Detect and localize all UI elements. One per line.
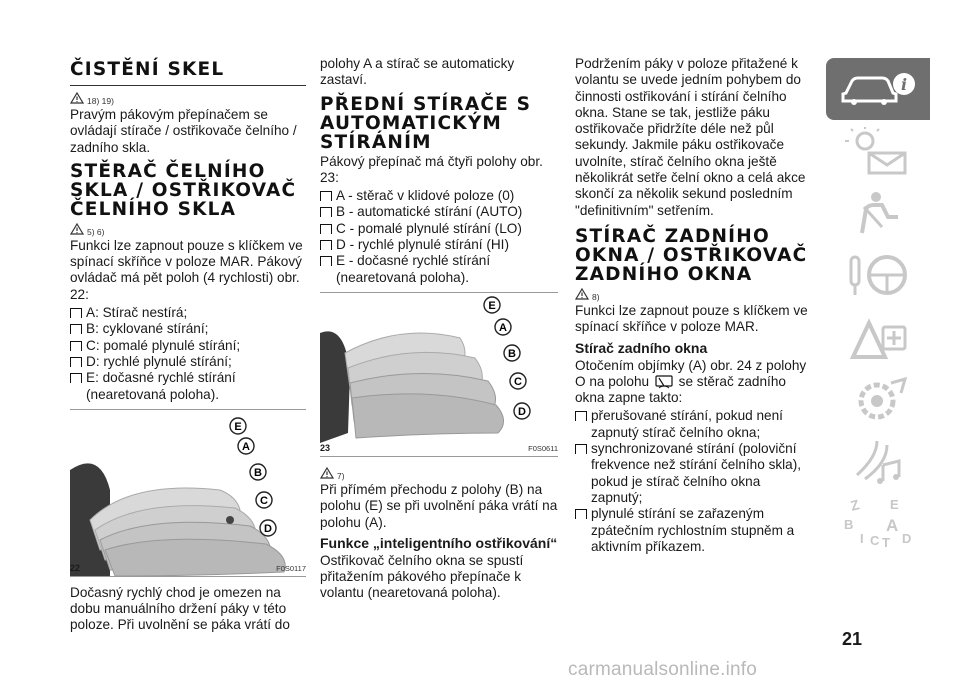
svg-text:B: B (844, 517, 854, 532)
bullet-icon (320, 191, 332, 201)
bullet-icon (70, 308, 82, 318)
svg-text:C: C (870, 533, 880, 548)
heading-windscreen-wipers: STĚRAČ ČELNÍHO SKLA / OSTŘIKOVAČ ČELNÍHO SKLA (70, 160, 297, 220)
rear-modes-list (575, 408, 815, 555)
list-item: plynulé stírání se zařazeným zpátečním rychlostním stupněm a aktivním příkazem. (575, 506, 815, 555)
warning-lights-icon (843, 127, 913, 175)
wiper-lever-illustration (70, 410, 306, 576)
paragraph-smart-washing: Ostřikovač čelního okna se spustí přitažením pákového přepínače k volantu (nearetovaná poloha). (320, 552, 524, 601)
svg-text:E: E (488, 299, 496, 312)
svg-text:A: A (499, 321, 507, 334)
warning-reference (70, 90, 306, 106)
list-item: E - dočasné rychlé stírání (nearetovaná poloha). (320, 253, 558, 286)
tab-multimedia[interactable] (826, 430, 930, 492)
svg-text:C: C (514, 375, 522, 388)
column-2 (320, 56, 558, 604)
list-item: synchronizované stírání (poloviční frekvence než stírání čelního skla), pokud je stírač čelního okna zapnutý; (575, 441, 815, 506)
svg-text:D: D (902, 531, 912, 546)
list-item: přerušované stírání, pokud není zapnutý stírač čelního okna; (575, 408, 815, 441)
heading-rear-wiper-sub: Stírač zadního okna (575, 339, 708, 356)
rear-wiper-symbol-icon (655, 375, 673, 389)
svg-text:B: B (508, 347, 516, 360)
page-number: 21 (842, 629, 863, 649)
list-item: B: cyklované stírání; (70, 321, 306, 337)
list-item: C: pomalé plynulé stírání; (70, 338, 306, 354)
tab-steering-start[interactable] (826, 244, 930, 306)
bullet-icon (320, 207, 332, 217)
list-item: D: rychlé plynulé stírání; (70, 354, 306, 370)
paragraph-lever: Pákový přepínač má čtyři polohy obr. 23: (320, 153, 543, 185)
paragraph-direct-transition: Při přímém přechodu z polohy (B) na polohu (E) se při uvolnění páka vrátí na polohu (A). (320, 481, 558, 530)
svg-text:A: A (886, 516, 899, 535)
paragraph-hold: Podržením páky v poloze přitažené k volantu se uvede jedním pohybem do činnosti ostřikování i stírání čelního okna. Stane se tak, jestliže páku ostřikovače přidržíte déle než půl sekundy. Jakmile páku ostřikovače uvolníte, stírač čelního okna ještě několikrát setře čelní okno a celá akce skončí za několik sekund posledním "definitivním" setřením. (575, 56, 806, 218)
warning-triangle-icon (70, 92, 84, 104)
svg-text:D: D (264, 522, 272, 535)
paragraph-continuation: polohy A a stírač se automaticky zastaví. (320, 56, 515, 88)
tab-alphabetical-index[interactable] (826, 492, 930, 554)
warning-refs: 5) 6) (87, 226, 105, 237)
svg-text:A: A (242, 440, 250, 453)
front-positions-list (320, 188, 558, 286)
svg-text:T: T (882, 535, 890, 550)
warning-triangle-icon (320, 467, 334, 479)
bullet-icon (320, 224, 332, 234)
list-item: B - automatické stírání (AUTO) (320, 204, 558, 220)
svg-text:B: B (254, 466, 262, 479)
airbag-safety-icon (848, 189, 908, 237)
wiper-positions-list (70, 305, 306, 403)
emergency-icon (843, 313, 913, 361)
warning-refs: 8) (592, 291, 600, 302)
column-3 (575, 56, 815, 557)
multimedia-icon (843, 437, 913, 485)
figure-code: F0S0611 (528, 443, 558, 453)
paragraph-rear-operation: Otočením objímky (A) obr. 24 z polohy O na polohu se stěrač zadního okna zapne takto: (575, 357, 807, 406)
heading-front-wipers: PŘEDNÍ STÍRAČE S AUTOMATICKÝM STÍRÁNÍM (320, 93, 532, 153)
list-item: E: dočasné rychlé stírání (nearetovaná poloha). (70, 370, 306, 403)
svg-text:C: C (260, 494, 268, 507)
steering-start-icon (843, 251, 913, 299)
bullet-icon (70, 324, 82, 334)
figure-22 (70, 409, 306, 577)
svg-text:Z: Z (848, 496, 862, 514)
figure-number: 23 (320, 442, 331, 453)
tab-maintenance[interactable] (826, 368, 930, 430)
bullet-icon (70, 341, 82, 351)
list-item: C - pomalé plynulé stírání (LO) (320, 221, 558, 237)
svg-text:E: E (234, 420, 242, 433)
bullet-icon (320, 240, 332, 250)
list-item: A - stěrač v klidové poloze (0) (320, 188, 558, 204)
bullet-icon (320, 256, 332, 266)
heading-cleaning: ČISTĚNÍ SKEL (70, 60, 306, 86)
bullet-icon (70, 373, 82, 383)
warning-triangle-icon (70, 223, 84, 235)
tab-airbag-safety[interactable] (826, 182, 930, 244)
warning-reference (575, 286, 815, 302)
warning-refs: 18) 19) (87, 96, 114, 106)
svg-text:D: D (518, 405, 526, 418)
bullet-icon (575, 411, 587, 421)
auto-wiper-lever-illustration (320, 293, 558, 456)
svg-text:I: I (860, 531, 864, 546)
bullet-icon (70, 357, 82, 367)
warning-triangle-icon (575, 288, 589, 300)
figure-code: F0S0117 (276, 563, 306, 573)
paragraph-intro: Pravým pákovým přepínačem se ovládají stírače / ostřikovače čelního / zadního skla. (70, 107, 297, 155)
bullet-icon (575, 444, 587, 454)
watermark: carmanualsonline.info (568, 659, 758, 680)
svg-text:E: E (890, 497, 899, 512)
svg-text:i: i (900, 75, 908, 94)
paragraph-rear-intro: Funkci lze zapnout pouze s klíčkem ve spínací skříňce v poloze MAR. (575, 302, 808, 335)
heading-smart-washing: Funkce „inteligentního ostřikování“ (320, 534, 558, 551)
heading-rear-wiper: STÍRAČ ZADNÍHO OKNA / OSTŘIKOVAČ ZADNÍHO OKNA (575, 225, 808, 285)
tab-emergency[interactable] (826, 306, 930, 368)
list-item: D - rychlé plynulé stírání (HI) (320, 237, 558, 253)
chapter-sidebar (826, 58, 930, 554)
tab-car-info[interactable] (826, 58, 930, 120)
list-item: A: Stírač nestírá; (70, 305, 306, 321)
tab-warning-lights[interactable] (826, 120, 930, 182)
paragraph-temporary: Dočasný rychlý chod je omezen na dobu manuálního držení páky v této poloze. Při uvolnění se páka vrátí do (70, 584, 290, 633)
car-info-icon (838, 69, 918, 109)
bullet-icon (575, 509, 587, 519)
paragraph-functions: Funkci lze zapnout pouze s klíčkem ve spínací skříňce v poloze MAR. Pákový ovládač má pět poloh (4 rychlosti) obr. 22: (70, 237, 303, 302)
column-1 (70, 56, 306, 636)
alphabetical-index-icon (838, 495, 918, 551)
maintenance-icon (843, 375, 913, 423)
warning-refs: 7) (337, 470, 345, 481)
warning-reference (70, 221, 306, 237)
warning-reference (320, 465, 558, 481)
figure-number: 22 (70, 562, 81, 573)
figure-23 (320, 292, 558, 457)
